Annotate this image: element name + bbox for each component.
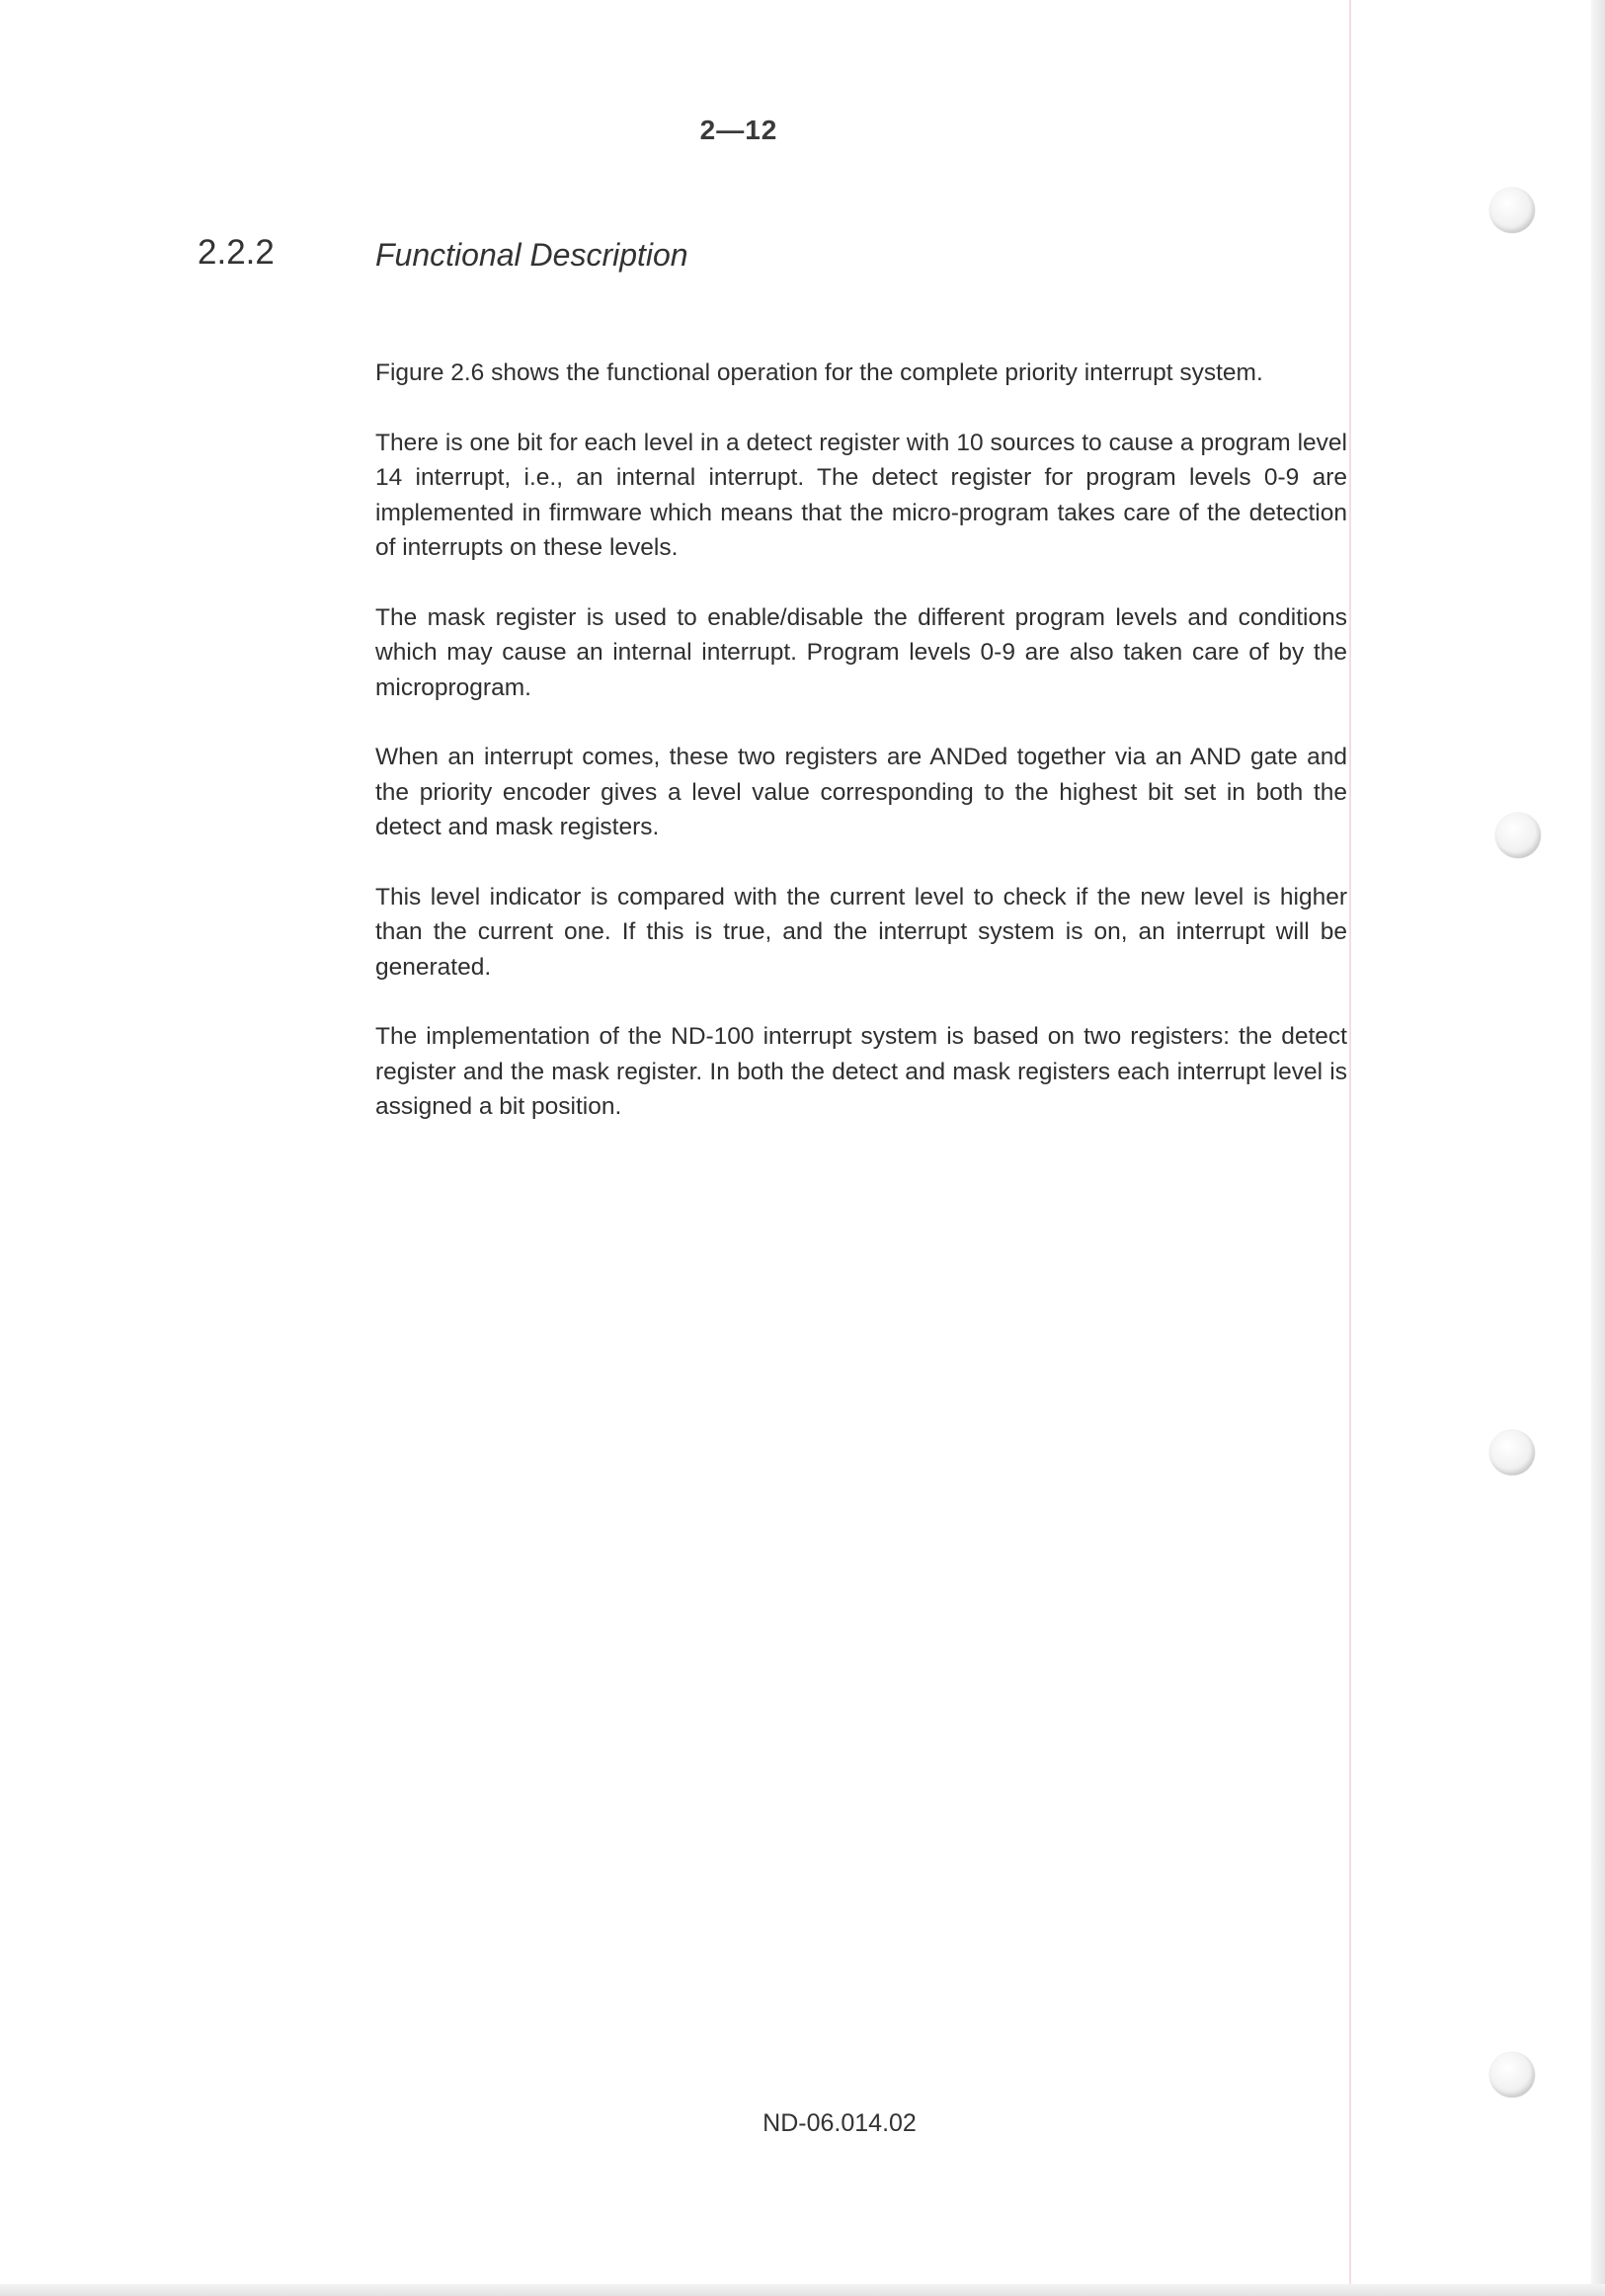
punch-hole [1489,2052,1535,2098]
document-id: ND-06.014.02 [762,2109,917,2137]
punch-hole [1489,188,1535,233]
punch-hole [1495,813,1541,858]
paragraph: The mask register is used to enable/disable the different program levels and conditions which may cause an internal interrupt. Program levels 0-9 are also taken care of by the microprogram. [375,603,1347,701]
section-number: 2.2.2 [198,233,275,272]
page-number: 2—12 [699,115,778,145]
body-text [375,356,1347,1159]
section-title: Functional Description [375,237,688,273]
paragraph: When an interrupt comes, these two registers are ANDed together via an AND gate and the priority encoder gives a level value corresponding to the highest bit set in both the detect and mask registers. [375,744,1347,840]
paragraph: Figure 2.6 shows the functional operation for the complete priority interrupt system. [375,359,1263,386]
punch-hole [1489,1430,1535,1475]
page-edge [1591,0,1605,2296]
paragraph: This level indicator is compared with the current level to check if the new level is higher than the current one. If this is true, and the interrupt system is on, an interrupt will be generated. [375,883,1347,981]
paragraph: The implementation of the ND-100 interrupt system is based on two registers: the detect register and the mask register. In both the detect and mask registers each interrupt level is assigned a bit position. [375,1023,1347,1120]
page-bottom-edge [0,2284,1605,2296]
margin-line [1349,0,1351,2296]
paragraph: There is one bit for each level in a detect register with 10 sources to cause a program level 14 interrupt, i.e., an internal interrupt. The detect register for program levels 0-9 are implemented in firmware which means that the micro-program takes care of the detection of interrupts on these levels. [375,429,1347,561]
